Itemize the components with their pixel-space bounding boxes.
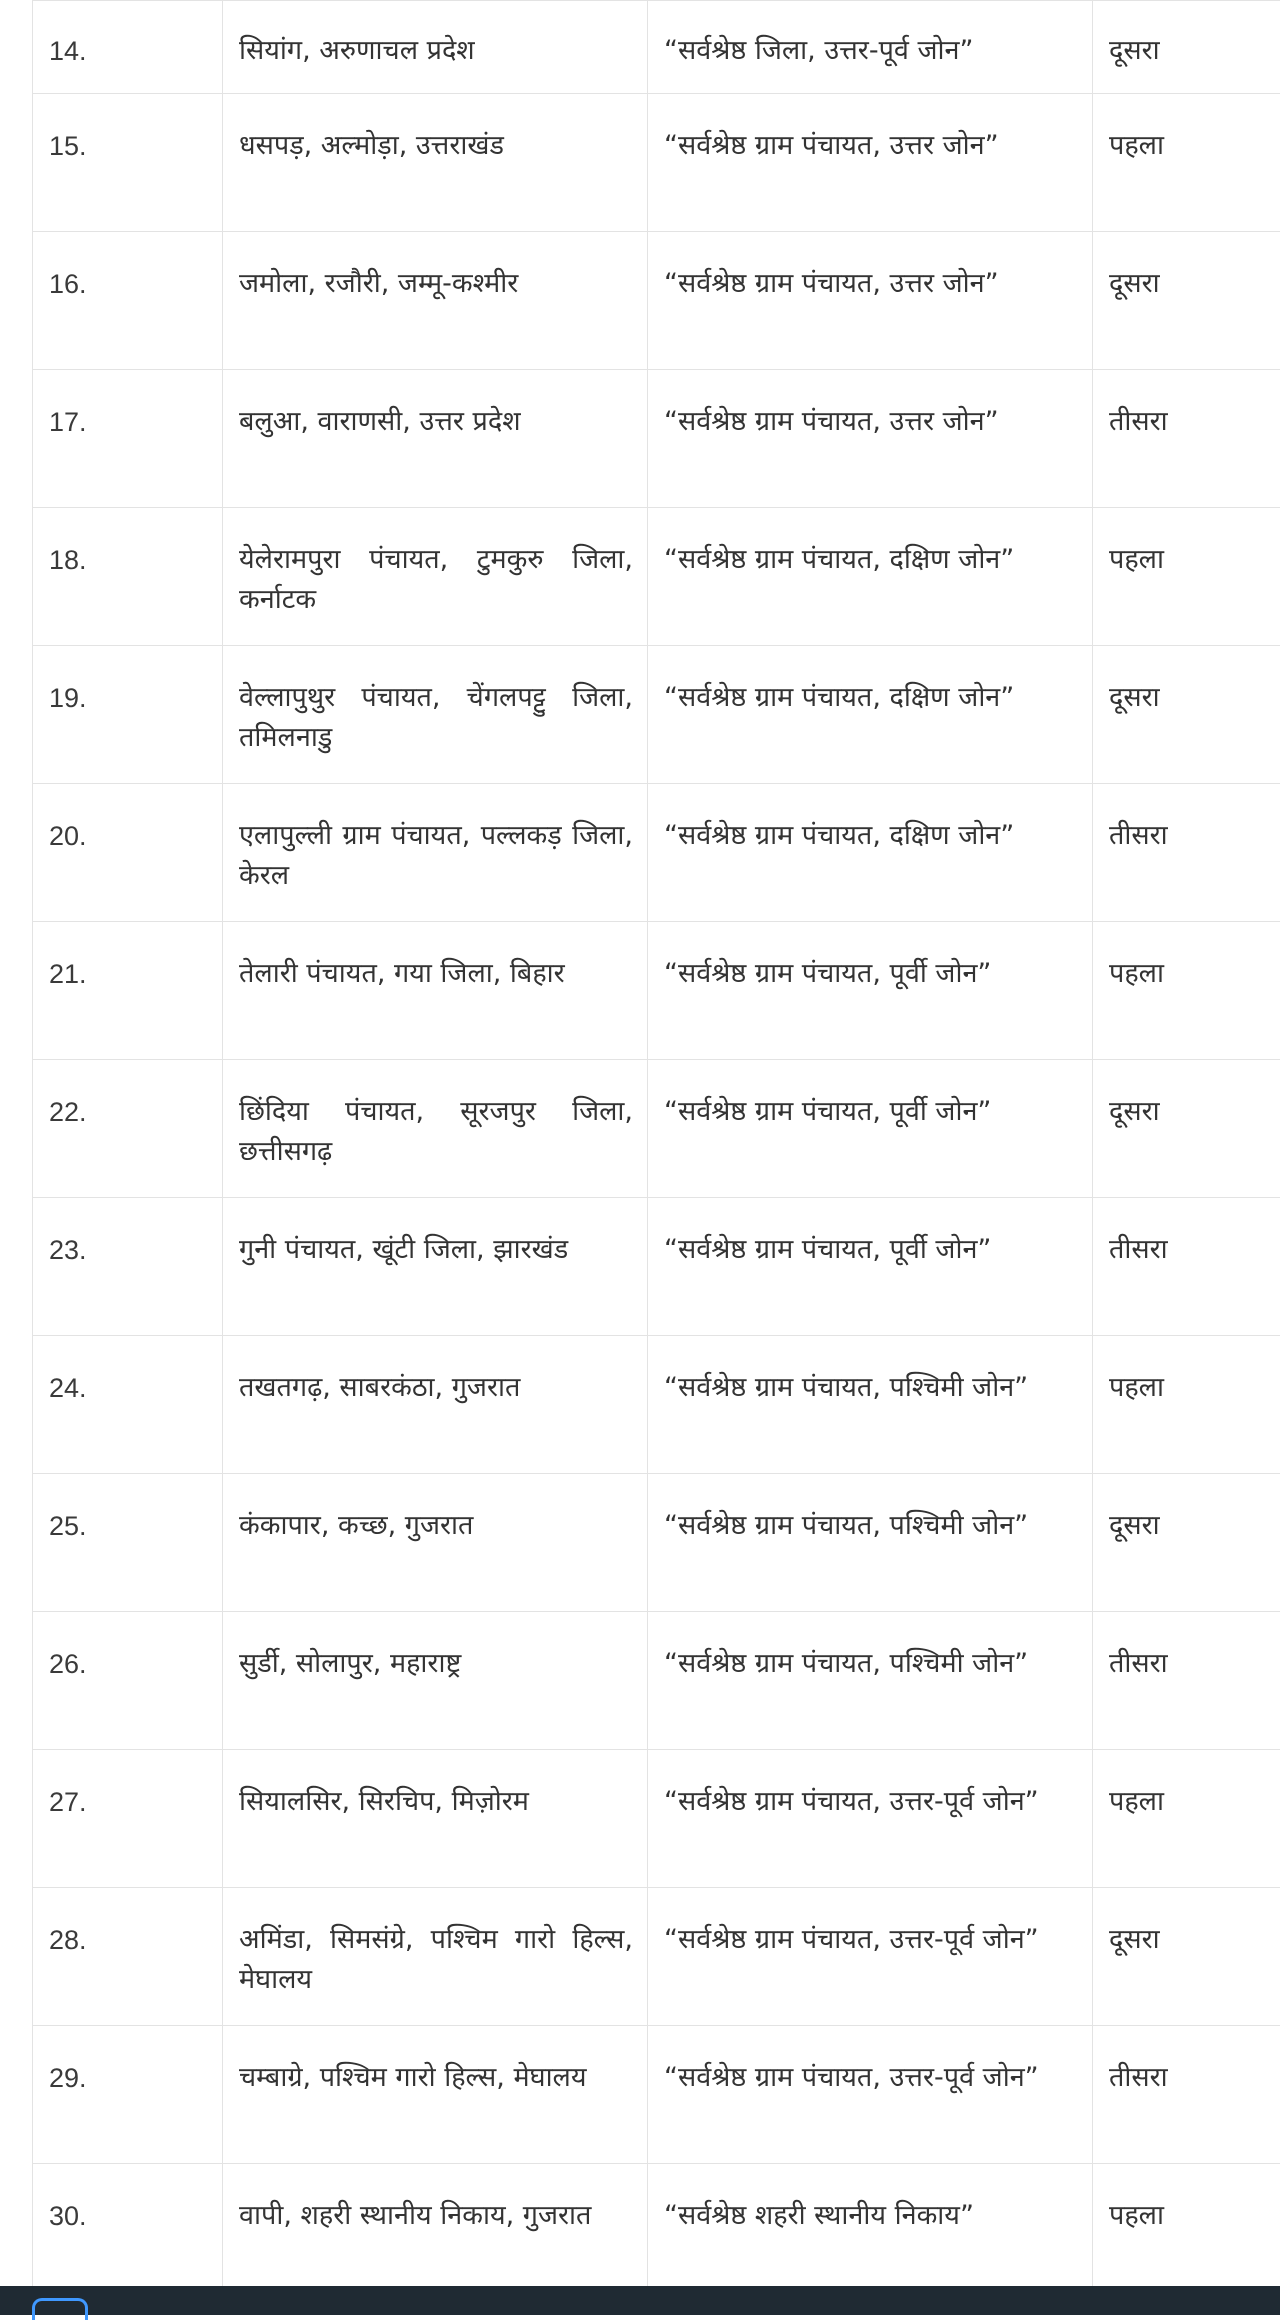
category-cell: “सर्वश्रेष्ठ शहरी स्थानीय निकाय”	[648, 2164, 1093, 2302]
rank-cell: पहला	[1093, 2164, 1280, 2302]
rank-cell: पहला	[1093, 1750, 1280, 1888]
table-row	[33, 646, 1280, 784]
table-row	[33, 1336, 1280, 1474]
serial-number-cell: 16.	[33, 232, 223, 370]
rank-cell: पहला	[1093, 922, 1280, 1060]
place-cell: छिंदिया पंचायत, सूरजपुर जिला, छत्तीसगढ़	[223, 1060, 648, 1198]
serial-number-cell: 24.	[33, 1336, 223, 1474]
table-row	[33, 1198, 1280, 1336]
table-row	[33, 784, 1280, 922]
category-cell: “सर्वश्रेष्ठ ग्राम पंचायत, पूर्वी जोन”	[648, 922, 1093, 1060]
table-row	[33, 2026, 1280, 2164]
serial-number-cell: 14.	[33, 1, 223, 94]
rank-cell: दूसरा	[1093, 1888, 1280, 2026]
window-icon[interactable]	[32, 2298, 88, 2320]
serial-number-cell: 22.	[33, 1060, 223, 1198]
serial-number-cell: 17.	[33, 370, 223, 508]
place-cell: जमोला, रजौरी, जम्मू-कश्मीर	[223, 232, 648, 370]
place-cell: तेलारी पंचायत, गया जिला, बिहार	[223, 922, 648, 1060]
table-row	[33, 94, 1280, 232]
place-cell: चम्बाग्रे, पश्चिम गारो हिल्स, मेघालय	[223, 2026, 648, 2164]
awards-table-body	[33, 1, 1280, 2302]
serial-number-cell: 21.	[33, 922, 223, 1060]
category-cell: “सर्वश्रेष्ठ ग्राम पंचायत, दक्षिण जोन”	[648, 646, 1093, 784]
category-cell: “सर्वश्रेष्ठ ग्राम पंचायत, पश्चिमी जोन”	[648, 1474, 1093, 1612]
serial-number-cell: 27.	[33, 1750, 223, 1888]
rank-cell: तीसरा	[1093, 2026, 1280, 2164]
place-cell: धसपड़, अल्मोड़ा, उत्तराखंड	[223, 94, 648, 232]
table-row	[33, 508, 1280, 646]
rank-cell: तीसरा	[1093, 370, 1280, 508]
category-cell: “सर्वश्रेष्ठ ग्राम पंचायत, पूर्वी जोन”	[648, 1198, 1093, 1336]
category-cell: “सर्वश्रेष्ठ ग्राम पंचायत, दक्षिण जोन”	[648, 508, 1093, 646]
category-cell: “सर्वश्रेष्ठ ग्राम पंचायत, उत्तर जोन”	[648, 370, 1093, 508]
table-row	[33, 1612, 1280, 1750]
category-cell: “सर्वश्रेष्ठ ग्राम पंचायत, उत्तर-पूर्व जोन”	[648, 1750, 1093, 1888]
rank-cell: दूसरा	[1093, 1, 1280, 94]
rank-cell: तीसरा	[1093, 1198, 1280, 1336]
rank-cell: तीसरा	[1093, 784, 1280, 922]
serial-number-cell: 20.	[33, 784, 223, 922]
place-cell: येलेरामपुरा पंचायत, टुमकुरु जिला, कर्नाटक	[223, 508, 648, 646]
category-cell: “सर्वश्रेष्ठ ग्राम पंचायत, उत्तर जोन”	[648, 94, 1093, 232]
place-cell: कंकापार, कच्छ, गुजरात	[223, 1474, 648, 1612]
category-cell: “सर्वश्रेष्ठ ग्राम पंचायत, पश्चिमी जोन”	[648, 1336, 1093, 1474]
awards-table-container	[32, 0, 1280, 2302]
serial-number-cell: 19.	[33, 646, 223, 784]
table-row	[33, 370, 1280, 508]
table-row	[33, 232, 1280, 370]
place-cell: सुर्डी, सोलापुर, महाराष्ट्र	[223, 1612, 648, 1750]
serial-number-cell: 28.	[33, 1888, 223, 2026]
place-cell: एलापुल्ली ग्राम पंचायत, पल्लकड़ जिला, केरल	[223, 784, 648, 922]
place-cell: तखतगढ़, साबरकंठा, गुजरात	[223, 1336, 648, 1474]
serial-number-cell: 26.	[33, 1612, 223, 1750]
category-cell: “सर्वश्रेष्ठ ग्राम पंचायत, उत्तर-पूर्व जोन”	[648, 1888, 1093, 2026]
serial-number-cell: 29.	[33, 2026, 223, 2164]
rank-cell: दूसरा	[1093, 1060, 1280, 1198]
place-cell: सियालसिर, सिरचिप, मिज़ोरम	[223, 1750, 648, 1888]
table-row	[33, 1888, 1280, 2026]
place-cell: अमिंडा, सिमसंग्रे, पश्चिम गारो हिल्स, मेघालय	[223, 1888, 648, 2026]
serial-number-cell: 23.	[33, 1198, 223, 1336]
place-cell: वेल्लापुथुर पंचायत, चेंगलपट्टु जिला, तमिलनाडु	[223, 646, 648, 784]
place-cell: सियांग, अरुणाचल प्रदेश	[223, 1, 648, 94]
category-cell: “सर्वश्रेष्ठ ग्राम पंचायत, उत्तर-पूर्व जोन”	[648, 2026, 1093, 2164]
serial-number-cell: 15.	[33, 94, 223, 232]
awards-table	[32, 0, 1280, 2302]
serial-number-cell: 30.	[33, 2164, 223, 2302]
serial-number-cell: 18.	[33, 508, 223, 646]
category-cell: “सर्वश्रेष्ठ ग्राम पंचायत, उत्तर जोन”	[648, 232, 1093, 370]
serial-number-cell: 25.	[33, 1474, 223, 1612]
place-cell: गुनी पंचायत, खूंटी जिला, झारखंड	[223, 1198, 648, 1336]
table-row	[33, 1060, 1280, 1198]
bottom-bar	[0, 2286, 1280, 2315]
place-cell: बलुआ, वाराणसी, उत्तर प्रदेश	[223, 370, 648, 508]
category-cell: “सर्वश्रेष्ठ ग्राम पंचायत, पश्चिमी जोन”	[648, 1612, 1093, 1750]
rank-cell: तीसरा	[1093, 1612, 1280, 1750]
rank-cell: पहला	[1093, 94, 1280, 232]
rank-cell: दूसरा	[1093, 232, 1280, 370]
table-row	[33, 1, 1280, 94]
table-row	[33, 1750, 1280, 1888]
table-row	[33, 922, 1280, 1060]
rank-cell: पहला	[1093, 1336, 1280, 1474]
place-cell: वापी, शहरी स्थानीय निकाय, गुजरात	[223, 2164, 648, 2302]
table-row	[33, 2164, 1280, 2302]
rank-cell: दूसरा	[1093, 1474, 1280, 1612]
rank-cell: दूसरा	[1093, 646, 1280, 784]
table-row	[33, 1474, 1280, 1612]
category-cell: “सर्वश्रेष्ठ ग्राम पंचायत, पूर्वी जोन”	[648, 1060, 1093, 1198]
category-cell: “सर्वश्रेष्ठ जिला, उत्तर-पूर्व जोन”	[648, 1, 1093, 94]
category-cell: “सर्वश्रेष्ठ ग्राम पंचायत, दक्षिण जोन”	[648, 784, 1093, 922]
rank-cell: पहला	[1093, 508, 1280, 646]
